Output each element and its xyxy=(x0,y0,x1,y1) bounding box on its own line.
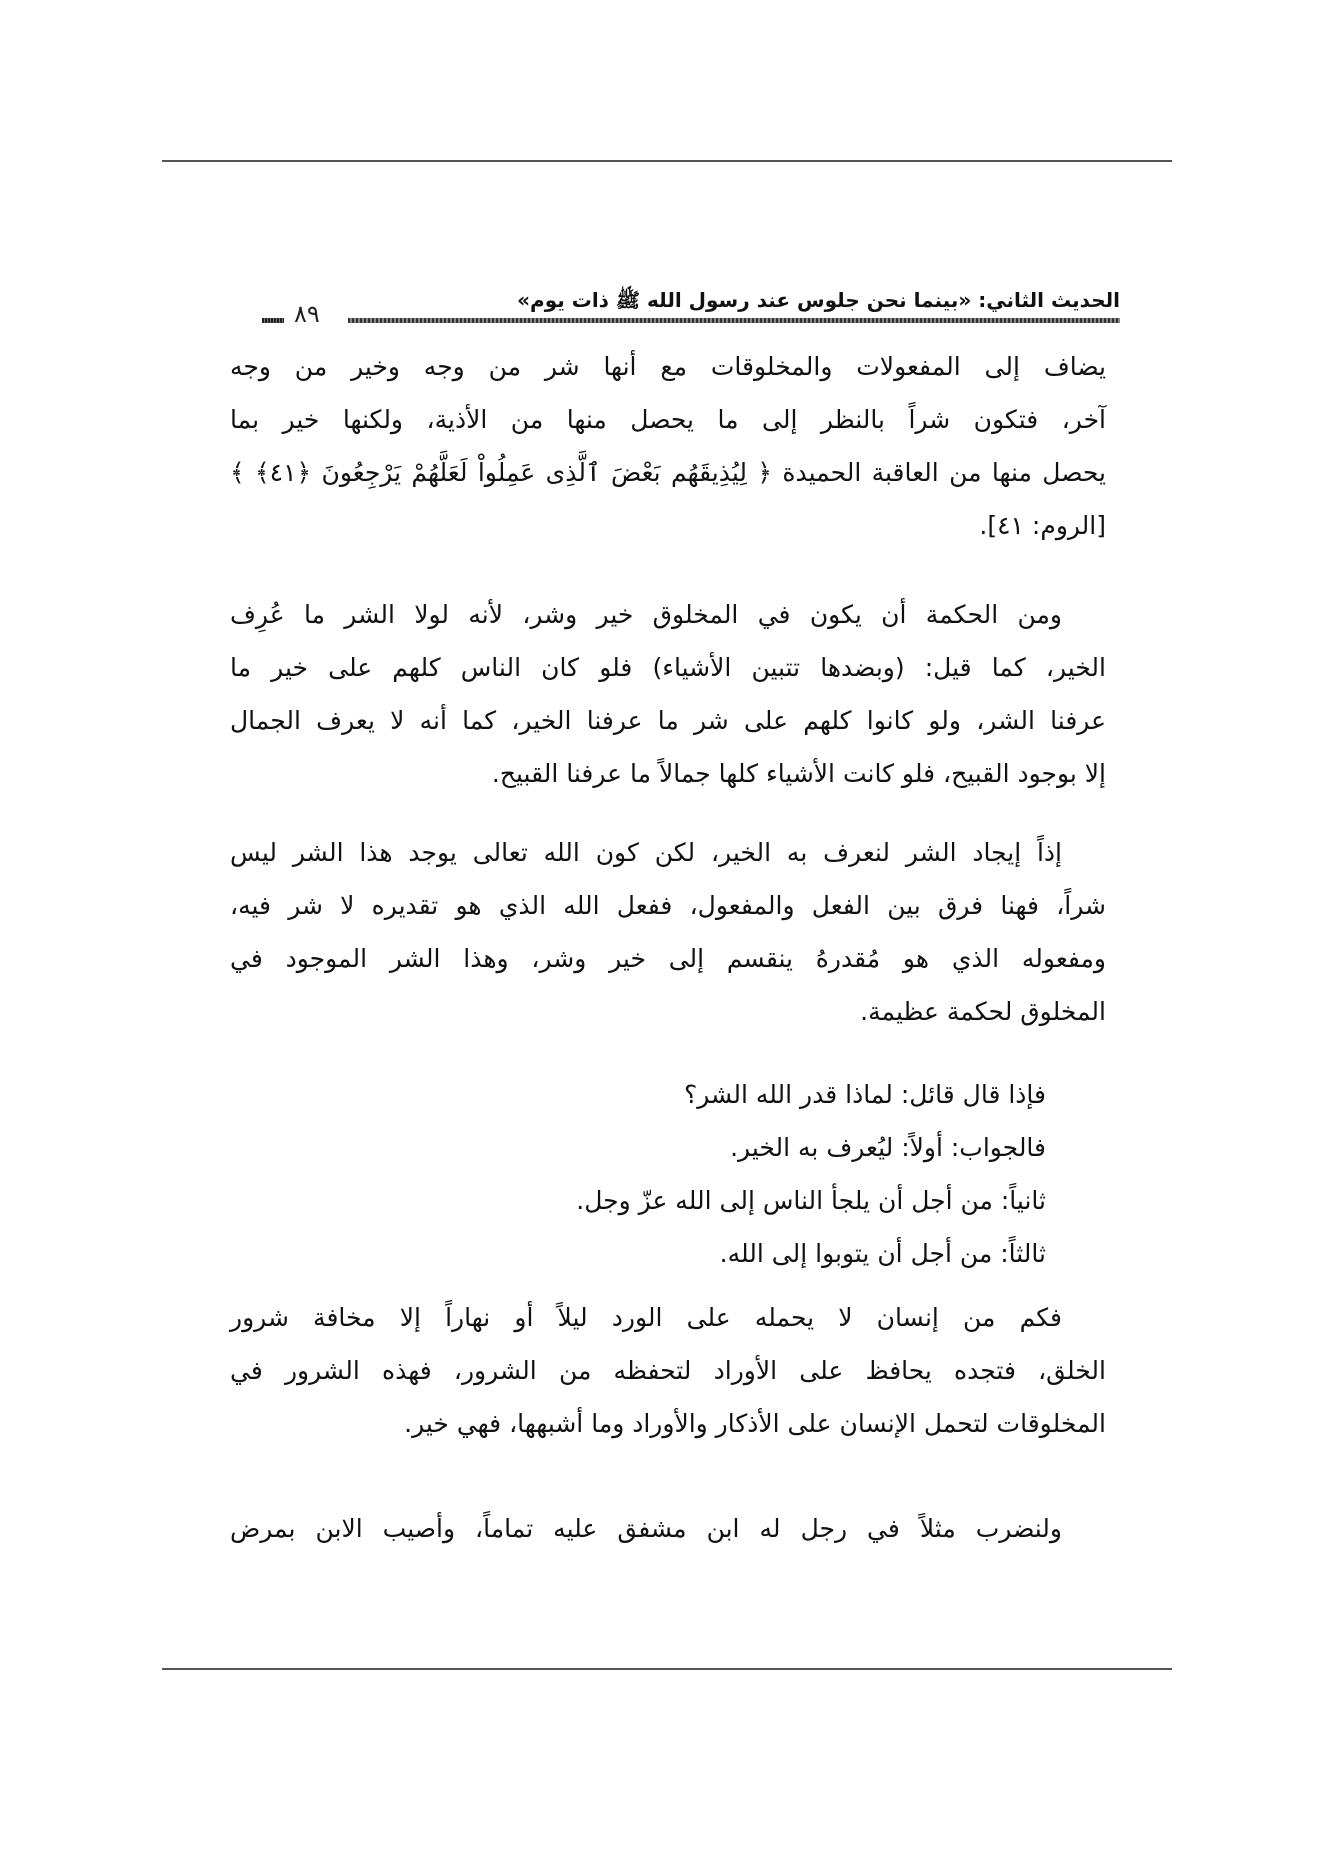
list-item: ثالثاً: من أجل أن يتوبوا إلى الله. xyxy=(719,1239,1046,1268)
header-ornament-mark xyxy=(262,318,284,323)
paragraph-line: فكم من إنسان لا يحمله على الورد ليلاً أو نهاراً إلا مخافة شرور xyxy=(230,1303,1062,1332)
paragraph-6 xyxy=(230,1502,1106,1555)
paragraph-line: عرفنا الشر، ولو كانوا كلهم على شر ما عرفنا الخير، كما أنه لا يعرف الجمال xyxy=(230,706,1106,735)
paragraph-line: يحصل منها من العاقبة الحميدة ﴿ لِيُذِيقَهُم بَعْضَ ٱلَّذِى عَمِلُواْ لَعَلَّهُمْ يَرْجِعُونَ ﴿٤١﴾ ﴾ xyxy=(230,458,1106,487)
list-item: فالجواب: أولاً: ليُعرف به الخير. xyxy=(730,1133,1046,1162)
list-item: فإذا قال قائل: لماذا قدر الله الشر؟ xyxy=(683,1080,1046,1109)
list-item: ثانياً: من أجل أن يلجأ الناس إلى الله عزّ وجل. xyxy=(576,1186,1046,1215)
paragraph-line: ومن الحكمة أن يكون في المخلوق خير وشر، لأنه لولا الشر ما عُرِف xyxy=(230,600,1062,629)
paragraph-1 xyxy=(230,340,1106,552)
paragraph-line: يضاف إلى المفعولات والمخلوقات مع أنها شر من وجه وخير من وجه xyxy=(230,352,1106,381)
paragraph-line: ومفعوله الذي هو مُقدرهُ ينقسم إلى خير وشر، وهذا الشر الموجود في xyxy=(230,944,1106,973)
paragraph-line: إلا بوجود القبيح، فلو كانت الأشياء كلها جمالاً ما عرفنا القبيح. xyxy=(491,759,1106,788)
page-number: ٨٩ xyxy=(294,300,320,328)
bottom-rule xyxy=(162,1668,1172,1670)
paragraph-line: [الروم: ٤١]. xyxy=(979,511,1106,540)
paragraph-line: الخير، كما قيل: (وبضدها تتبين الأشياء) فلو كان الناس كلهم على خير ما xyxy=(230,653,1106,682)
paragraph-line: شراً، فهنا فرق بين الفعل والمفعول، ففعل الله الذي هو تقديره لا شر فيه، xyxy=(230,891,1106,920)
paragraph-5 xyxy=(230,1291,1106,1450)
paragraph-line: ولنضرب مثلاً في رجل له ابن مشفق عليه تماماً، وأصيب الابن بمرض xyxy=(230,1514,1062,1543)
paragraph-3 xyxy=(230,826,1106,1038)
paragraph-2 xyxy=(230,588,1106,800)
paragraph-line: إذاً إيجاد الشر لنعرف به الخير، لكن كون الله تعالى يوجد هذا الشر ليس xyxy=(230,838,1062,867)
paragraph-line: المخلوقات لتحمل الإنسان على الأذكار والأوراد وما أشبهها، فهي خير. xyxy=(404,1409,1106,1438)
paragraph-line: المخلوق لحكمة عظيمة. xyxy=(860,997,1106,1026)
running-header xyxy=(262,288,1120,332)
top-rule xyxy=(162,160,1172,162)
paragraph-line: الخلق، فتجده يحافظ على الأوراد لتحفظه من الشرور، فهذه الشرور في xyxy=(230,1356,1106,1385)
header-title: الحديث الثاني: «بينما نحن جلوس عند رسول الله ﷺ ذات يوم» xyxy=(517,288,1120,312)
header-ornament-band xyxy=(348,318,1120,323)
question-answer-list xyxy=(230,1068,1046,1280)
paragraph-line: آخر، فتكون شراً بالنظر إلى ما يحصل منها من الأذية، ولكنها خير بما xyxy=(230,405,1106,434)
